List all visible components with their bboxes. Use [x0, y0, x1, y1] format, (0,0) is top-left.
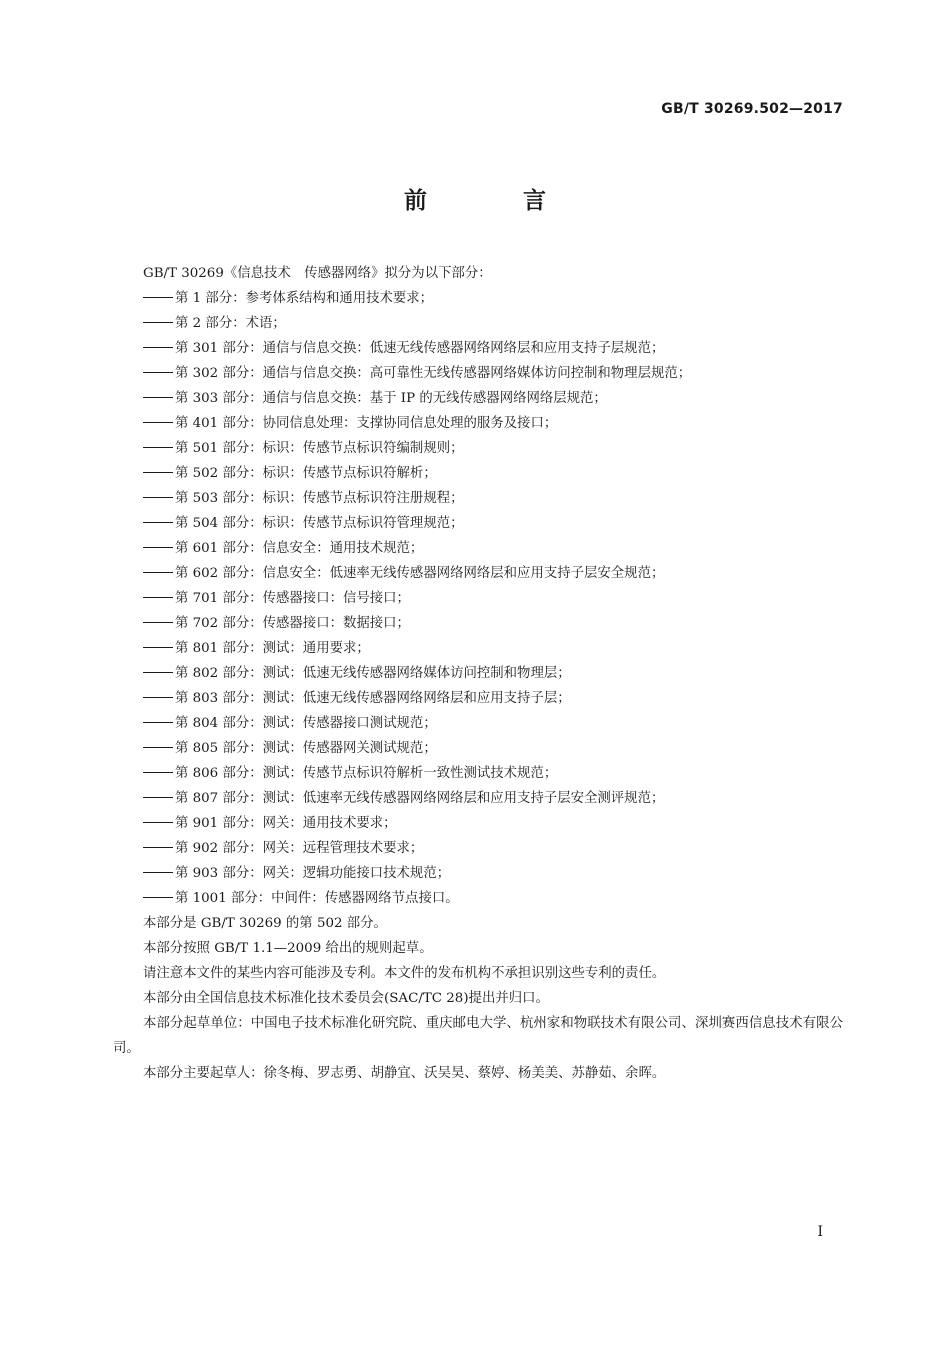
- em-dash-marker: [143, 472, 173, 473]
- em-dash-marker: [143, 822, 173, 823]
- part-list-item-text: 第 501 部分：标识：传感节点标识符编制规则；: [175, 441, 464, 456]
- part-list-item: [113, 511, 843, 536]
- em-dash-marker: [143, 347, 173, 348]
- standard-code: GB/T 30269.502—2017: [661, 101, 843, 117]
- part-list-item-text: 第 804 部分：测试：传感器接口测试规范；: [175, 716, 437, 731]
- part-list-item-text: 第 2 部分：术语；: [175, 316, 286, 331]
- em-dash-marker: [143, 872, 173, 873]
- part-list-item: [113, 736, 843, 761]
- em-dash-marker: [143, 647, 173, 648]
- part-list-item-text: 第 701 部分：传感器接口：信号接口；: [175, 591, 410, 606]
- em-dash-marker: [143, 497, 173, 498]
- em-dash-marker: [143, 522, 173, 523]
- part-list-item-text: 第 802 部分：测试：低速无线传感器网络媒体访问控制和物理层；: [175, 666, 571, 681]
- intro-line: GB/T 30269《信息技术 传感器网络》拟分为以下部分：: [143, 266, 492, 281]
- em-dash-marker: [143, 897, 173, 898]
- part-list-item: [113, 536, 843, 561]
- em-dash-marker: [143, 422, 173, 423]
- part-list-item-text: 第 902 部分：网关：远程管理技术要求；: [175, 841, 424, 856]
- paragraph-proposer: 本部分由全国信息技术标准化技术委员会(SAC/TC 28)提出并归口。: [143, 991, 549, 1006]
- em-dash-marker: [143, 722, 173, 723]
- part-list-item: [113, 761, 843, 786]
- part-list-item-text: 第 503 部分：标识：传感节点标识符注册规程；: [175, 491, 464, 506]
- part-list-item-text: 第 901 部分：网关：通用技术要求；: [175, 816, 397, 831]
- part-list-item: [113, 286, 843, 311]
- part-list-item: [113, 361, 843, 386]
- part-list-item: [113, 661, 843, 686]
- page-title: 前 言: [403, 188, 590, 214]
- part-list-item-text: 第 401 部分：协同信息处理：支撑协同信息处理的服务及接口；: [175, 416, 558, 431]
- part-list-item-text: 第 301 部分：通信与信息交换：低速无线传感器网络网络层和应用支持子层规范；: [175, 341, 665, 356]
- em-dash-marker: [143, 322, 173, 323]
- part-list-item-text: 第 302 部分：通信与信息交换：高可靠性无线传感器网络媒体访问控制和物理层规范；: [175, 366, 692, 381]
- em-dash-marker: [143, 572, 173, 573]
- part-list-item: [113, 836, 843, 861]
- part-list-item-text: 第 1 部分：参考体系结构和通用技术要求；: [175, 291, 434, 306]
- part-list-item-text: 第 303 部分：通信与信息交换：基于 IP 的无线传感器网络网络层规范；: [175, 391, 607, 406]
- paragraph-drafters: 本部分主要起草人：徐冬梅、罗志勇、胡静宜、沃吴昊、蔡婷、杨美美、苏静茹、余晖。: [143, 1066, 666, 1081]
- part-list-item: [113, 636, 843, 661]
- part-list-item: [113, 861, 843, 886]
- part-list-item: [113, 686, 843, 711]
- part-list-item: [113, 311, 843, 336]
- part-list-item: [113, 436, 843, 461]
- part-list-item: [113, 461, 843, 486]
- part-list-item-text: 第 806 部分：测试：传感节点标识符解析一致性测试技术规范；: [175, 766, 558, 781]
- part-list-item: [113, 611, 843, 636]
- part-list-item-text: 第 504 部分：标识：传感节点标识符管理规范；: [175, 516, 464, 531]
- em-dash-marker: [143, 397, 173, 398]
- em-dash-marker: [143, 672, 173, 673]
- part-list-item: [113, 336, 843, 361]
- part-list-item-text: 第 702 部分：传感器接口：数据接口；: [175, 616, 410, 631]
- paragraph-part-number: 本部分是 GB/T 30269 的第 502 部分。: [143, 916, 387, 931]
- part-list-item: [113, 586, 843, 611]
- part-list-item: [113, 411, 843, 436]
- paragraph-patent-notice: 请注意本文件的某些内容可能涉及专利。本文件的发布机构不承担识别这些专利的责任。: [143, 966, 666, 981]
- paragraph-drafting-rules: 本部分按照 GB/T 1.1—2009 给出的规则起草。: [143, 941, 433, 956]
- part-list-item-text: 第 807 部分：测试：低速率无线传感器网络网络层和应用支持子层安全测评规范；: [175, 791, 665, 806]
- part-list-item-text: 第 602 部分：信息安全：低速率无线传感器网络网络层和应用支持子层安全规范；: [175, 566, 665, 581]
- part-list-item-text: 第 502 部分：标识：传感节点标识符解析；: [175, 466, 437, 481]
- page-number: I: [817, 1224, 823, 1240]
- em-dash-marker: [143, 547, 173, 548]
- em-dash-marker: [143, 372, 173, 373]
- part-list-item: [113, 786, 843, 811]
- em-dash-marker: [143, 747, 173, 748]
- part-list-item-text: 第 801 部分：测试：通用要求；: [175, 641, 370, 656]
- part-list-item: [113, 386, 843, 411]
- part-list-item-text: 第 1001 部分：中间件：传感器网络节点接口。: [175, 891, 459, 906]
- em-dash-marker: [143, 847, 173, 848]
- foreword-body: [113, 261, 843, 1086]
- em-dash-marker: [143, 622, 173, 623]
- part-list-item: [113, 561, 843, 586]
- part-list-item-text: 第 805 部分：测试：传感器网关测试规范；: [175, 741, 437, 756]
- paragraph-drafting-units: 本部分起草单位：中国电子技术标准化研究院、重庆邮电大学、杭州家和物联技术有限公司、深圳赛西信息技术有限公司。: [113, 1016, 843, 1056]
- part-list-item: [113, 711, 843, 736]
- em-dash-marker: [143, 297, 173, 298]
- part-list-item: [113, 811, 843, 836]
- em-dash-marker: [143, 697, 173, 698]
- parts-list: [113, 286, 843, 911]
- part-list-item-text: 第 803 部分：测试：低速无线传感器网络网络层和应用支持子层；: [175, 691, 571, 706]
- part-list-item-text: 第 903 部分：网关：逻辑功能接口技术规范；: [175, 866, 451, 881]
- part-list-item: [113, 886, 843, 911]
- part-list-item: [113, 486, 843, 511]
- em-dash-marker: [143, 597, 173, 598]
- part-list-item-text: 第 601 部分：信息安全：通用技术规范；: [175, 541, 424, 556]
- em-dash-marker: [143, 772, 173, 773]
- em-dash-marker: [143, 797, 173, 798]
- em-dash-marker: [143, 447, 173, 448]
